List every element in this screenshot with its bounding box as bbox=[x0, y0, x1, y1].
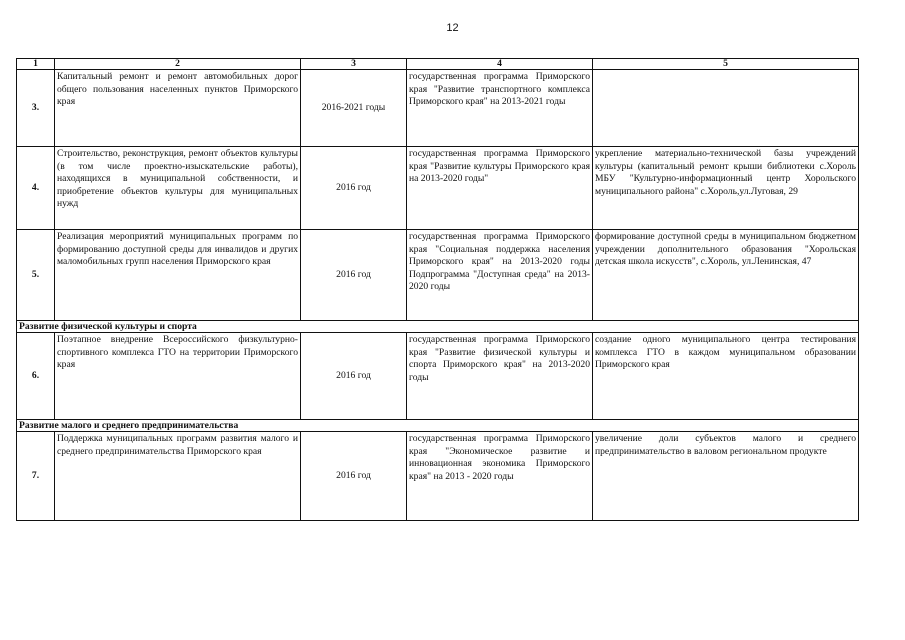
expected-result: укрепление материально-технической базы учреждений культуры (капитальный ремонт крыши библиотеки с.Хороль МБУ "Культурно-информационный центр Хорольского муниципального района" с.Хороль,ул.Луговая, 29 bbox=[593, 147, 859, 230]
column-header-4: 4 bbox=[407, 59, 593, 70]
implementation-period: 2016 год bbox=[301, 230, 407, 321]
program-table bbox=[16, 58, 859, 521]
column-header-5: 5 bbox=[593, 59, 859, 70]
section-header-sport bbox=[17, 321, 859, 333]
table-row bbox=[17, 333, 859, 420]
row-number: 3. bbox=[17, 70, 55, 147]
row-number: 6. bbox=[17, 333, 55, 420]
implementation-period: 2016 год bbox=[301, 333, 407, 420]
page-number: 12 bbox=[446, 22, 459, 34]
table-row bbox=[17, 70, 859, 147]
state-program: государственная программа Приморского края "Социальная поддержка населения Приморского края" на 2013-2020 годы Подпрограмма "Доступная среда" на 2013-2020 годы bbox=[407, 230, 593, 321]
implementation-period: 2016 год bbox=[301, 147, 407, 230]
measure-description: Реализация мероприятий муниципальных программ по формированию доступной среды для инвалидов и других маломобильных групп населения Приморского края bbox=[55, 230, 301, 321]
section-title: Развитие физической культуры и спорта bbox=[17, 321, 859, 333]
state-program: государственная программа Приморского края "Развитие транспортного комплекса Приморского края" на 2013-2021 годы bbox=[407, 70, 593, 147]
measure-description: Поддержка муниципальных программ развития малого и среднего предпринимательства Приморского края bbox=[55, 432, 301, 521]
row-number: 7. bbox=[17, 432, 55, 521]
state-program: государственная программа Приморского края "Развитие физической культуры и спорта Приморского края" на 2013-2020 годы bbox=[407, 333, 593, 420]
header-row bbox=[17, 59, 859, 70]
state-program: государственная программа Приморского края "Развитие культуры Приморского края на 2013-2020 годы" bbox=[407, 147, 593, 230]
expected-result: создание одного муниципального центра тестирования комплекса ГТО в каждом муниципальном образовании Приморского края bbox=[593, 333, 859, 420]
expected-result: увеличение доли субъектов малого и среднего предпринимательство в валовом региональном продукте bbox=[593, 432, 859, 521]
implementation-period: 2016 год bbox=[301, 432, 407, 521]
table-row bbox=[17, 230, 859, 321]
measure-description: Капитальный ремонт и ремонт автомобильных дорог общего пользования населенных пунктов Приморского края bbox=[55, 70, 301, 147]
measure-description: Поэтапное внедрение Всероссийского физкультурно-спортивного комплекса ГТО на территории Приморского края bbox=[55, 333, 301, 420]
expected-result: формирование доступной среды в муниципальном бюджетном учреждении дополнительного образования "Хорольская детская школа искусств", с.Хороль, ул.Ленинская, 47 bbox=[593, 230, 859, 321]
column-header-3: 3 bbox=[301, 59, 407, 70]
row-number: 4. bbox=[17, 147, 55, 230]
section-header-business bbox=[17, 420, 859, 432]
measure-description: Строительство, реконструкция, ремонт объектов культуры (в том числе проектно-изыскательские работы), находящихся в муниципальной собственности, и приобретение объектов культуры для муниципальных нужд bbox=[55, 147, 301, 230]
implementation-period: 2016-2021 годы bbox=[301, 70, 407, 147]
column-header-2: 2 bbox=[55, 59, 301, 70]
table-row bbox=[17, 432, 859, 521]
state-program: государственная программа Приморского края "Экономическое развитие и инновационная экономика Приморского края" на 2013 - 2020 годы bbox=[407, 432, 593, 521]
expected-result bbox=[593, 70, 859, 147]
table-row bbox=[17, 147, 859, 230]
section-title: Развитие малого и среднего предпринимательства bbox=[17, 420, 859, 432]
row-number: 5. bbox=[17, 230, 55, 321]
column-header-1: 1 bbox=[17, 59, 55, 70]
